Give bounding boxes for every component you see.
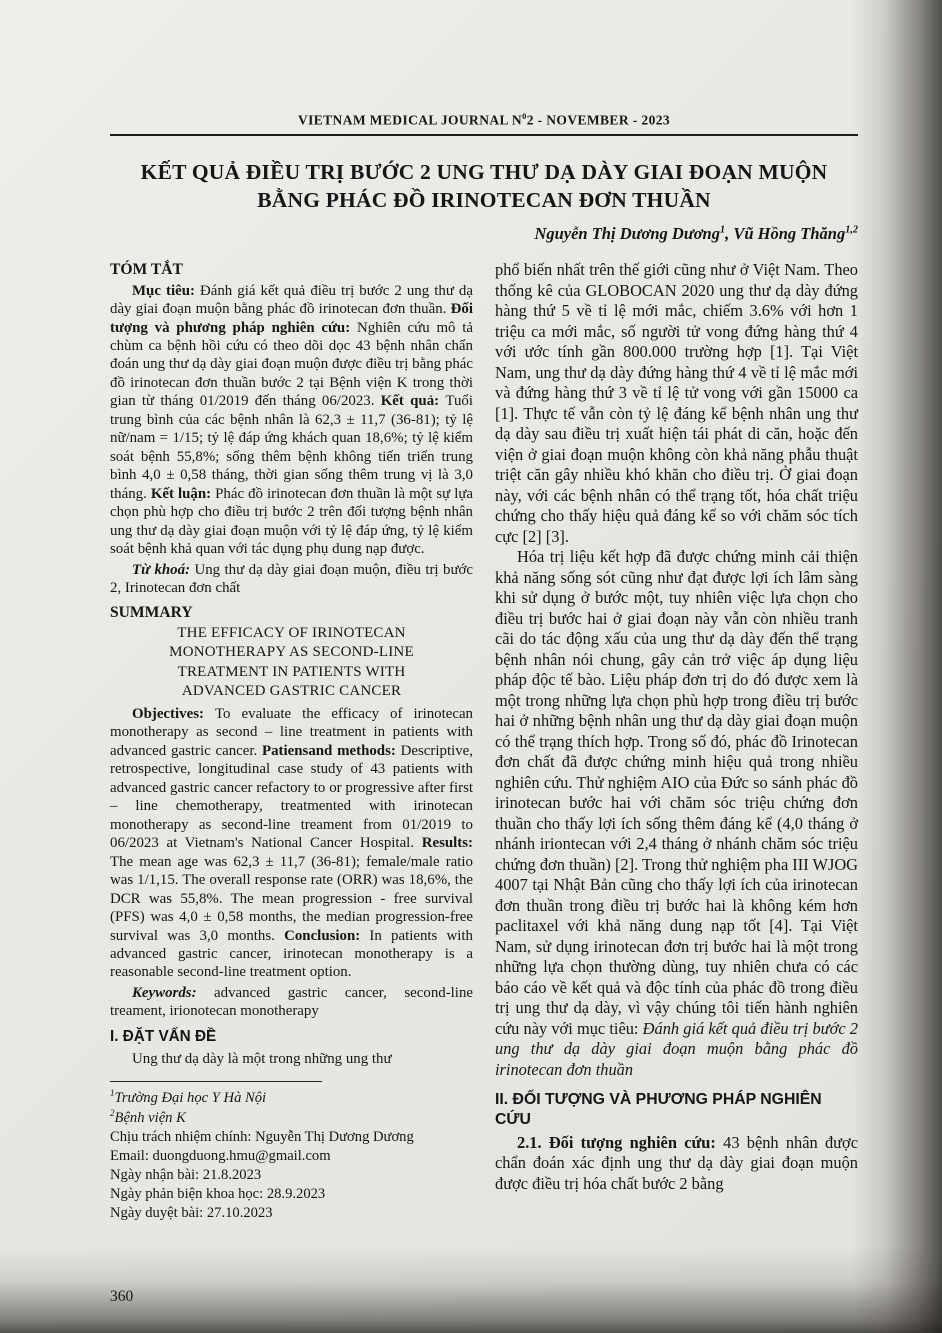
column-left [110,260,473,1223]
page-number: 360 [110,1288,134,1305]
abstract-paragraph: Mục tiêu: Đánh giá kết quả điều trị bước 2 ung thư dạ dày giai đoạn muộn bằng phác đồ irinotecan đơn thuần. Đối tượng và phương pháp nghiên cứu: Nghiên cứu mô tả chùm ca bệnh hồi cứu có theo dõi dọc 43 bệnh nhân chẩn đoán ung thư dạ dày giai đoạn muộn được điều trị bằng phác đồ irinotecan đơn thuần bước 2 tại Bệnh viện K trong thời gian từ tháng 01/2019 đến tháng 06/2023. Kết quả: Tuổi trung bình của các bệnh nhân là 62,3 ± 11,7 (36-81); tỷ lệ nữ/nam = 1/15; tỷ lệ đáp ứng khách quan 18,6%; tỷ lệ kiểm soát bệnh 55,8%; sống thêm bệnh không tiến triển trung bình 4,0 ± 0,58 tháng, thời gian sống thêm trung vị là 3,0 tháng. Kết luận: Phác đồ irinotecan đơn thuần là một sự lựa chọn phù hợp cho điều trị bước 2 trên đối tượng bệnh nhân ung thư dạ dày giai đoạn muộn với tỷ lệ đáp ứng, tỷ lệ kiểm soát bệnh khả quan với tác dụng phụ dung nạp được. [110,282,474,558]
intro-paragraph: Ung thư dạ dày là một trong những ung thư [132,1050,392,1067]
footnote-affiliation-1: $^1$Trường Đại học Y Hà Nội [110,1088,267,1107]
paper-title [110,158,858,215]
footnote-received-date: Ngày nhận bài: 21.8.2023 [110,1166,262,1183]
footnote-block [110,1088,473,1223]
two-column-body [110,260,858,1223]
footnote-reviewed-date: Ngày phản biện khoa học: 28.9.2023 [110,1185,326,1202]
footnote-affiliation-2: $^2$Bệnh viện K [110,1108,186,1126]
keywords-vi: Từ khoá: Ung thư dạ dày giai đoạn muộn, điều trị bước 2, Irinotecan đơn chất [110,561,474,597]
summary-heading: SUMMARY [110,603,193,621]
body-paragraph-1: phổ biến nhất trên thế giới cũng như ở Việt Nam. Theo thống kê của GLOBOCAN 2020 ung thư dạ dày đứng hàng thứ 5 về tỉ lệ mới mắc, chiếm 3.6% với hơn 1 triệu ca mới mắc, số người tử vong đứng hàng thứ 4 với ước tính gần 800.000 trường hợp [1]. Tại Việt Nam, ung thư dạ dày đứng hàng thứ 4 về tỉ lệ mắc mới và đứng hàng thứ 3 về tỉ lệ tử vong với gần 15000 ca [1]. Thực tế vẫn còn tỷ lệ đáng kể bệnh nhân ung thư dạ dày sau điều trị xuất hiện tái phát di căn, hoặc đến viện ở giai đoạn muộn không còn khả năng phẫu thuật triệt căn gây nhiều khó khăn cho điều trị. Ở giai đoạn này, với các bệnh nhân có thể trạng tốt, hóa chất triệu chứng cho thấy hiệu quả đáng kể so với chăm sóc tích cực [2] [3]. [495,260,858,546]
paper-title-line2: BẰNG PHÁC ĐỒ IRINOTECAN ĐƠN THUẦN [257,187,711,212]
keywords-en: Keywords: advanced gastric cancer, second-line treament, irionotecan monotherapy [110,984,473,1020]
summary-paragraph: Objectives: To evaluate the efficacy of irinotecan monotherapy as second – line treatment in patients with advanced gastric cancer. Patiensand methods: Descriptive, retrospective, longitudinal case study of 43 patients with advanced gastric cancer refactory to or progressive after first – line chemotherapy, treatmented with irinotecan monotherapy as second-line treament from 01/2019 to 06/2023 at Vietnam's National Cancer Hospital. Results: The mean age was 62,3 ± 11,7 (36-81); female/male ratio was 1/1,15. The overall response rate (ORR) was 18,6%, the DCR was 55,8%. The mean progression - free survival (PFS) was 4,0 ± 0,58 months, the median progression-free survival was 3,0 months. Conclusion: In patients with advanced gastric cancer, irinotecan monotherapy is a reasonable second-line treatment option. [110,705,474,981]
section-heading-2: II. ĐỐI TƯỢNG VÀ PHƯƠNG PHÁP NGHIÊN CỨU [495,1091,822,1128]
summary-title: THE EFFICACY OF IRINOTECAN MONOTHERAPY AS SECOND-LINE TREATMENT IN PATIENTS WITH ADVANCED GASTRIC CANCER [169,624,414,700]
section-heading-1: I. ĐẶT VẤN ĐỀ [110,1027,217,1045]
abstract-heading: TÓM TẮT [110,261,183,279]
footnote-email: Email: duongduong.hmu@gmail.com [110,1147,331,1164]
footnote-correspondence: Chịu trách nhiệm chính: Nguyễn Thị Dương Dương [110,1128,414,1145]
paper-title-line1: KẾT QUẢ ĐIỀU TRỊ BƯỚC 2 UNG THƯ DẠ DÀY GIAI ĐOẠN MUỘN [140,159,828,184]
authors-line: Nguyễn Thị Dương Dương$^1$, Vũ Hồng Thăng$^{1,2}$ [534,224,858,244]
footnote-divider [110,1081,322,1082]
running-head: VIETNAM MEDICAL JOURNAL $N^02$ - NOVEMBER - 2023 [110,112,858,136]
column-right [495,260,858,1223]
body-paragraph-3: 2.1. Đối tượng nghiên cứu: 43 bệnh nhân được chẩn đoán xác định ung thư dạ dày giai đoạn muộn được điều trị hóa chất bước 2 bằng [495,1132,858,1193]
footnote-accepted-date: Ngày duyệt bài: 27.10.2023 [110,1204,273,1221]
body-paragraph-2: Hóa trị liệu kết hợp đã được chứng minh cải thiện khả năng sống sót cũng như đạt được lợi ích lâm sàng khi sử dụng ở bước một, tuy nhiên việc lựa chọn cho điều trị bước hai ở giai đoạn này vẫn còn nhiều tranh cãi do tác động xấu của ung thư dạ dày đến thể trạng bệnh nhân nói chung, gây cản trở việc áp dụng liệu pháp độc tế bào. Liệu pháp đơn trị do đó được xem là một trong những lựa chọn phù hợp trong điều trị bước hai ở những bệnh nhân ung thư dạ dày giai đoạn muộn có thể trạng thích hợp. Trong số đó, phác đồ Irinotecan đơn chất đã được chứng minh hiệu quả trong nhiều nghiên cứu. Thử nghiệm AIO của Đức so sánh phác đồ irinotecan bước hai với chăm sóc triệu chứng đơn thuần cho thấy lợi ích sống thêm đáng kể (4,0 tháng ở nhánh iriontecan với 2,4 tháng ở nhánh chăm sóc triệu chứng đơn thuần) [2]. Trong thử nghiệm pha III WJOG 4007 tại Nhật Bản cũng cho thấy lợi ích của irinotecan đơn thuần trong điều trị bước hai là không kém hơn paclitaxel với khả năng dung nạp tốt [4]. Tại Việt Nam, sử dụng irinotecan đơn trị bước hai là một trong những lựa chọn thường dùng, tuy nhiên chưa có các báo cáo về kết quả và độc tính của phác đồ trong điều trị ung thư dạ dày, vì vậy chúng tôi tiến hành nghiên cứu này với mục tiêu: Đánh giá kết quả điều trị bước 2 ung thư dạ dày giai đoạn muộn bằng phác đồ irinotecan đơn thuần [495,547,859,1079]
